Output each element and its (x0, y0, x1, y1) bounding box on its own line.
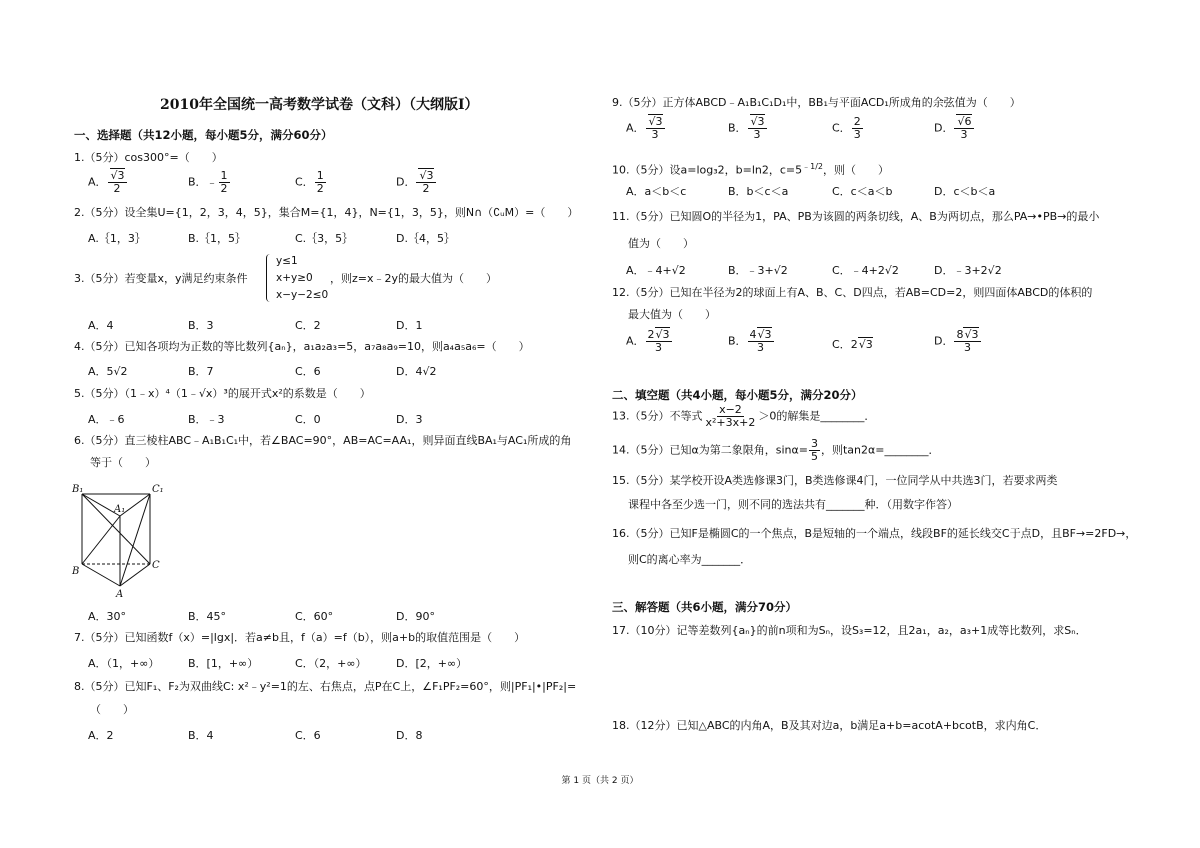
q7-option-b: B．[1，+∞） (188, 657, 259, 670)
q6-option-b: B．45° (188, 610, 227, 623)
q11-option-d: D．﹣3+2√2 (934, 264, 1002, 277)
q1-option-b: B．﹣ $\frac{1}{2}$ (188, 169, 228, 195)
label-c1: C₁ (152, 484, 164, 495)
q11-option-a: A．﹣4+√2 (626, 264, 686, 277)
question-5: 5.（5分）（1﹣x）⁴（1﹣√x）³的展开式x²的系数是（ ） (74, 387, 371, 400)
q7-option-a: A．（1，+∞） (88, 657, 160, 670)
question-16-cont: 则C的离心率为_______． (628, 553, 752, 566)
q12-option-c: C．2√3 (832, 338, 873, 351)
q1-option-a: A． $\frac{√3}{2}$ (88, 169, 125, 195)
question-12: 12.（5分）已知在半径为2的球面上有A、B、C、D四点，若AB=CD=2，则四面体ABCD的体积的 (612, 286, 1093, 299)
q2-option-b: B.｛1，5｝ (188, 232, 247, 245)
q3-constraint-2: x+y≥0 (276, 272, 313, 284)
page-title: 2010年全国统一高考数学试卷（文科）（大纲版Ⅰ） (160, 97, 479, 113)
question-15-cont: 课程中各至少选一门，则不同的选法共有_______种．（用数字作答） (628, 498, 958, 511)
question-10: 10.（5分）设a=log₃2，b=ln2，$c=5^{﹣1/2}$，则（ ） (612, 162, 889, 177)
q9-option-d: D． $\frac{√6}{3}$ (934, 115, 972, 141)
q8-option-d: D．8 (396, 729, 423, 742)
q10-option-c: C．c＜a＜b (832, 185, 893, 198)
q8-option-c: C．6 (295, 729, 321, 742)
q3-constraint-3: x−y−2≤0 (276, 289, 329, 301)
q9-option-b: B． $\frac{√3}{3}$ (728, 115, 765, 141)
question-8-cont: （ ） (90, 703, 134, 716)
q10-option-a: A．a＜b＜c (626, 185, 687, 198)
q2-option-c: C.｛3，5｝ (295, 232, 354, 245)
page-footer: 第 1 页（共 2 页） (561, 776, 639, 786)
section-fill-heading: 二、填空题（共4小题，每小题5分，满分20分） (612, 388, 863, 402)
q5-option-d: D．3 (396, 413, 423, 426)
q12-option-d: D． $\frac{8√3}{3}$ (934, 328, 979, 354)
q1-option-c: C． $\frac{1}{2}$ (295, 169, 324, 195)
q11-option-c: C．﹣4+2√2 (832, 264, 899, 277)
q3-constraint-brace (266, 254, 273, 302)
label-a: A (116, 589, 124, 600)
prism-figure (70, 480, 180, 600)
q5-option-c: C．0 (295, 413, 321, 426)
question-9: 9.（5分）正方体ABCD﹣A₁B₁C₁D₁中，BB₁与平面ACD₁所成角的余弦值为（ ） (612, 96, 1021, 109)
question-2: 2.（5分）设全集U={1，2，3，4，5}，集合M={1，4}，N={1，3，5}，则N∩（∁ᵤM）=（ ） (74, 206, 579, 219)
section-answer-heading: 三、解答题（共6小题，满分70分） (612, 600, 798, 614)
q11-option-b: B．﹣3+√2 (728, 264, 788, 277)
question-8: 8.（5分）已知F₁、F₂为双曲线C: x²﹣y²=1的左、右焦点，点P在C上，∠F₁PF₂=60°，则|PF₁|•|PF₂|= (74, 680, 577, 693)
q9-option-c: C． $\frac{2}{3}$ (832, 115, 861, 141)
question-11-cont: 值为（ ） (628, 237, 694, 250)
question-3-tail: ，则z=x﹣2y的最大值为（ ） (330, 272, 498, 285)
q9-option-a: A． $\frac{√3}{3}$ (626, 115, 663, 141)
question-6-cont: 等于（ ） (90, 456, 156, 469)
question-1: 1.（5分）cos300°=（ ） (74, 151, 223, 164)
q8-option-b: B．4 (188, 729, 214, 742)
q10-option-b: B．b＜c＜a (728, 185, 789, 198)
q1-option-d: D． $\frac{√3}{2}$ (396, 169, 434, 195)
q10-exponent: ﹣1/2 (802, 162, 823, 171)
q4-option-a: A．5√2 (88, 365, 128, 378)
q12-option-b: B． $\frac{4√3}{3}$ (728, 328, 772, 354)
label-c: C (152, 560, 160, 571)
q3-option-c: C．2 (295, 319, 321, 332)
question-12-cont: 最大值为（ ） (628, 308, 716, 321)
q5-option-a: A．﹣6 (88, 413, 125, 426)
question-18: 18.（12分）已知△ABC的内角A，B及其对边a，b满足a+b=acotA+bcotB，求内角C． (612, 719, 1047, 732)
diag-b-a1 (82, 516, 120, 564)
question-17: 17.（10分）记等差数列{aₙ}的前n项和为Sₙ，设S₃=12，且2a₁，a₂，a₃+1成等比数列，求Sₙ． (612, 624, 1087, 637)
question-6: 6.（5分）直三棱柱ABC﹣A₁B₁C₁中，若∠BAC=90°，AB=AC=AA₁，则异面直线BA₁与AC₁所成的角 (74, 434, 572, 447)
q10-option-d: D．c＜b＜a (934, 185, 996, 198)
label-b: B (72, 566, 80, 577)
q3-constraint-1: y≤1 (276, 255, 298, 267)
question-14: 14.（5分）已知α为第二象限角，sinα= $\frac{3}{5}$ ，则tan2α=________． (612, 437, 940, 463)
edge-a-c (120, 564, 150, 586)
question-13: 13.（5分）不等式 $\frac{x-2}{\text{x²+3x+2}}$ ＞0的解集是________． (612, 403, 876, 429)
question-11: 11.（5分）已知圆O的半径为1，PA、PB为该圆的两条切线，A、B为两切点，那么PA→•PB→的最小 (612, 210, 1100, 223)
q6-option-a: A．30° (88, 610, 127, 623)
q4-option-d: D．4√2 (396, 365, 437, 378)
question-3-stem: 3.（5分）若变量x，y满足约束条件 (74, 272, 248, 285)
q7-option-d: D．[2，+∞） (396, 657, 468, 670)
q3-option-b: B．3 (188, 319, 214, 332)
q12-option-a: A． $\frac{2√3}{3}$ (626, 328, 670, 354)
q4-option-b: B．7 (188, 365, 214, 378)
q3-option-a: A．4 (88, 319, 114, 332)
question-4: 4.（5分）已知各项均为正数的等比数列{aₙ}，a₁a₂a₃=5，a₇a₈a₉=10，则a₄a₅a₆=（ ） (74, 340, 530, 353)
edge-b-a (82, 564, 120, 586)
q6-option-c: C．60° (295, 610, 334, 623)
question-7: 7.（5分）已知函数f（x）=|lgx|．若a≠b且，f（a）=f（b），则a+b的取值范围是（ ） (74, 631, 526, 644)
question-16: 16.（5分）已知F是椭圆C的一个焦点，B是短轴的一个端点，线段BF的延长线交C于点D，且BF→=2FD→， (612, 527, 1137, 540)
section-choice-heading: 一、选择题（共12小题，每小题5分，满分60分） (74, 128, 333, 142)
q7-option-c: C．（2，+∞） (295, 657, 367, 670)
q2-option-d: D.｛4，5｝ (396, 232, 455, 245)
q6-option-d: D．90° (396, 610, 435, 623)
question-15: 15.（5分）某学校开设A类选修课3门，B类选修课4门，一位同学从中共选3门，若要求两类 (612, 474, 1058, 487)
q4-option-c: C．6 (295, 365, 321, 378)
q5-option-b: B．﹣3 (188, 413, 225, 426)
label-b1: B₁ (72, 484, 84, 495)
q3-option-d: D．1 (396, 319, 423, 332)
q2-option-a: A.｛1，3｝ (88, 232, 146, 245)
label-a1: A₁ (114, 504, 126, 515)
q8-option-a: A．2 (88, 729, 114, 742)
